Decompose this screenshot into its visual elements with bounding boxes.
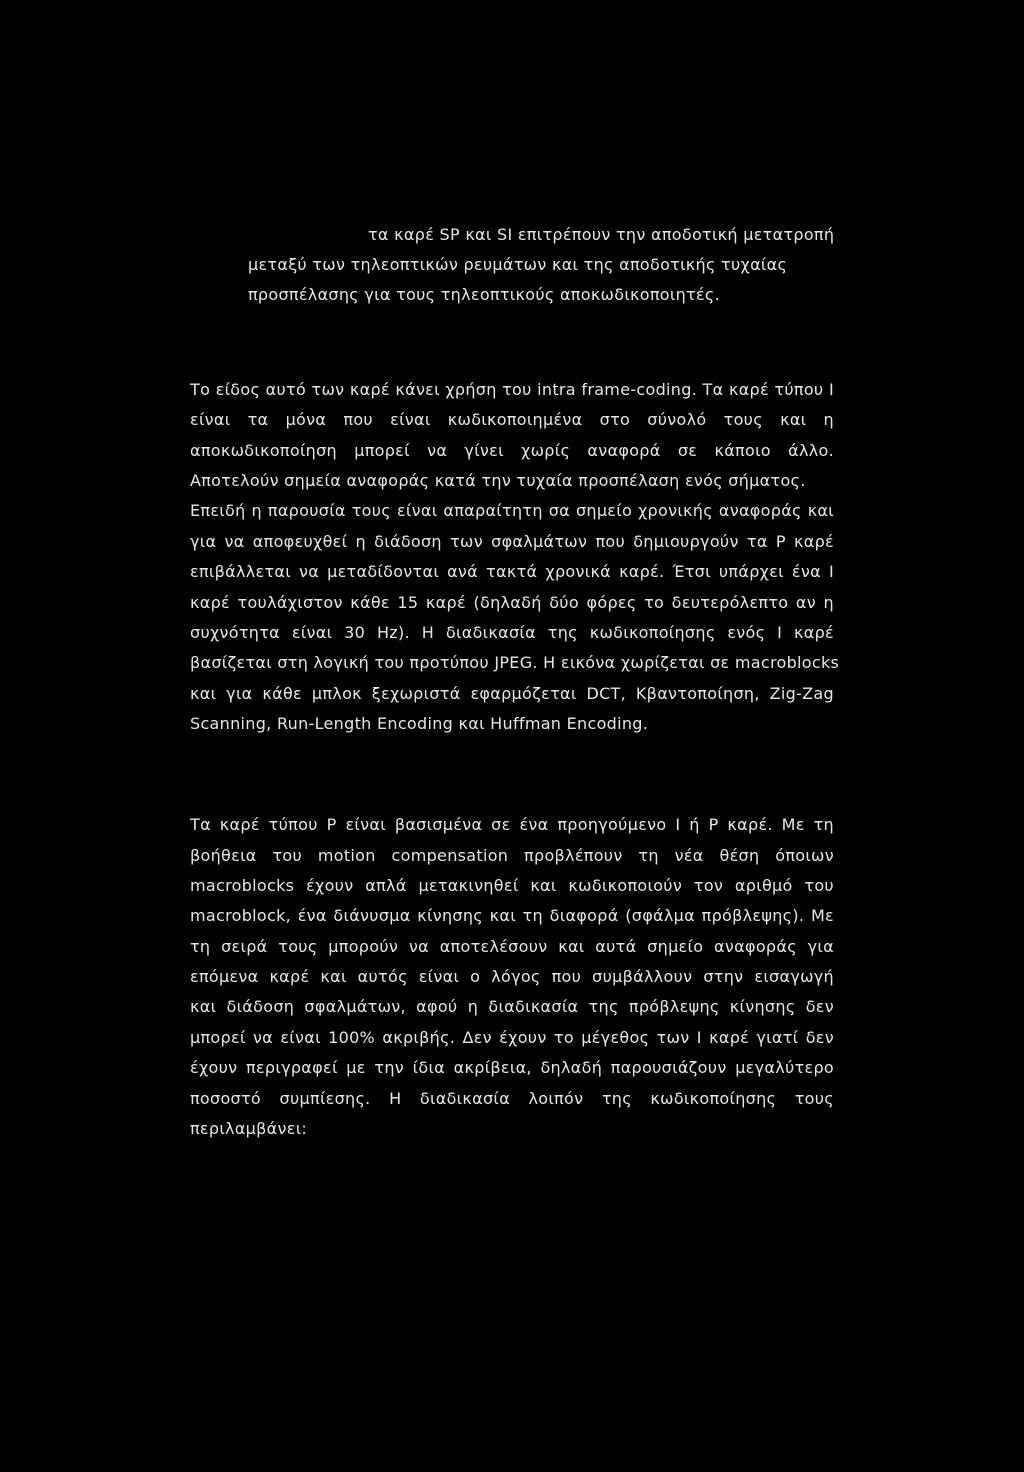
paragraph-2-line: Επειδή η παρουσία τους είναι απαραίτητη σα σημείο χρονικής αναφοράς και [190, 501, 834, 520]
paragraph-3-line: επόμενα καρέ και αυτός είναι ο λόγος που συμβάλλουν στην εισαγωγή [190, 967, 834, 986]
paragraph-3-line: και διάδοση σφαλμάτων, αφού η διαδικασία της πρόβλεψης κίνησης δεν [190, 997, 834, 1016]
paragraph-3-line: μπορεί να είναι 100% ακριβής. Δεν έχουν το μέγεθος των I καρέ γιατί δεν [190, 1028, 834, 1047]
paragraph-2-line: είναι τα μόνα που είναι κωδικοποιημένα στο σύνολό τους και η [190, 410, 834, 429]
paragraph-3-line: ποσοστό συμπίεσης. Η διαδικασία λοιπόν της κωδικοποίησης τους [190, 1089, 834, 1108]
paragraph-2-line: Αποτελούν σημεία αναφοράς κατά την τυχαία προσπέλαση ενός σήματος. [190, 471, 806, 490]
paragraph-3-line: τη σειρά τους μπορούν να αποτελέσουν και αυτά σημείο αναφοράς για [190, 937, 834, 956]
paragraph-3-line: έχουν περιγραφεί με την ίδια ακρίβεια, δηλαδή παρουσιάζουν μεγαλύτερο [190, 1058, 834, 1077]
paragraph-2-line: αποκωδικοποίηση μπορεί να γίνει χωρίς αναφορά σε κάποιο άλλο. [190, 441, 834, 460]
paragraph-2-line: και για κάθε μπλοκ ξεχωριστά εφαρμόζεται DCT, Κβαντοποίηση, Zig-Zag [190, 684, 834, 703]
paragraph-2-line: επιβάλλεται να μεταδίδονται ανά τακτά χρονικά καρέ. Έτσι υπάρχει ένα I [190, 562, 834, 581]
paragraph-3-line: macroblock, ένα διάνυσμα κίνησης και τη διαφορά (σφάλμα πρόβλεψης). Με [190, 906, 834, 925]
paragraph-3-line: περιλαμβάνει: [190, 1119, 308, 1138]
paragraph-2-line: για να αποφευχθεί η διάδοση των σφαλμάτων που δημιουργούν τα P καρέ [190, 532, 834, 551]
paragraph-2-line: συχνότητα είναι 30 Hz). Η διαδικασία της κωδικοποίησης ενός I καρέ [190, 623, 834, 642]
paragraph-3-line: Τα καρέ τύπου P είναι βασισμένα σε ένα προηγούμενο I ή P καρέ. Με τη [190, 815, 834, 834]
paragraph-1-line: μεταξύ των τηλεοπτικών ρευμάτων και της αποδοτικής τυχαίας [248, 255, 788, 274]
paragraph-2-line: καρέ τουλάχιστον κάθε 15 καρέ (δηλαδή δύο φόρες το δευτερόλεπτο αν η [190, 593, 834, 612]
paragraph-2-line: Το είδος αυτό των καρέ κάνει χρήση του intra frame-coding. Τα καρέ τύπου I [190, 380, 834, 399]
paragraph-3-line: macroblocks έχουν απλά μετακινηθεί και κωδικοποιούν τον αριθμό του [190, 876, 834, 895]
paragraph-1-line: τα καρέ SP και SI επιτρέπουν την αποδοτική μετατροπή [368, 225, 835, 244]
paragraph-1-line: προσπέλασης για τους τηλεοπτικούς αποκωδικοποιητές. [248, 285, 721, 304]
paragraph-2-line: βασίζεται στη λογική του προτύπου JPEG. Η εικόνα χωρίζεται σε macroblocks [190, 653, 840, 672]
paragraph-3-line: βοήθεια του motion compensation προβλέπουν τη νέα θέση όποιων [190, 846, 834, 865]
paragraph-2-line: Scanning, Run-Length Encoding και Huffman Encoding. [190, 714, 649, 733]
